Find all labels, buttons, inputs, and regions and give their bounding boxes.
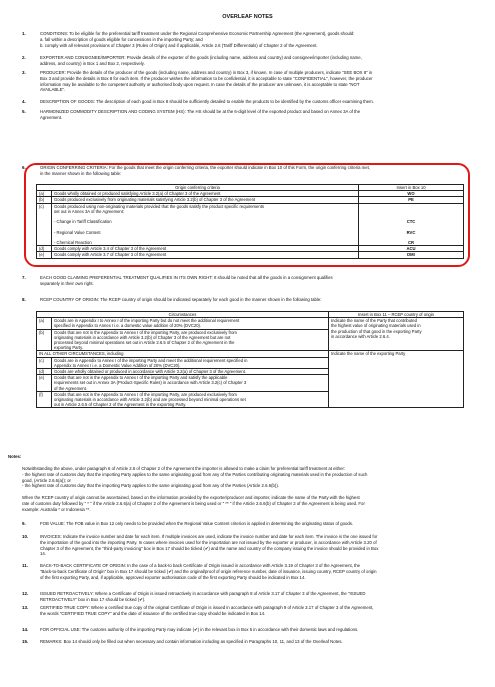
note-text-line: separately in their own right. bbox=[40, 280, 94, 286]
note-number: 2. bbox=[22, 55, 26, 60]
note-text-line: HARMONIZED COMMODITY DESCRIPTION AND CODING SYSTEM (HS): The HS should be at the 6-digit level of the exported product and based on Annex 3A of the bbox=[40, 109, 361, 114]
note-text-line: a. fall within a description of goods eligible for concessions in the importing Party; and bbox=[40, 36, 203, 42]
origin-criteria-header: Origin conferring criteria bbox=[37, 185, 359, 191]
note-text-line: in the manner shown in the following table: bbox=[40, 170, 122, 176]
circumstance-cell bbox=[52, 318, 329, 329]
criteria-line: Goods produced exclusively from originating materials satisfying Article 3.2(b) of Chapter 3 of the Agreement bbox=[54, 197, 256, 203]
note-number: 12. bbox=[22, 591, 29, 596]
box11-line: the highest value of originating materials used in bbox=[331, 323, 421, 329]
box11-cell bbox=[329, 351, 464, 408]
note-number: 7. bbox=[22, 275, 26, 280]
table-row bbox=[37, 252, 464, 258]
note-text-line: the words "CERTIFIED TRUE COPY" and the date of issuance of the certified true copy should be indicated in Box 14. bbox=[40, 610, 266, 616]
note-text-line: AVAILABLE". bbox=[40, 87, 66, 93]
note-text-line: FOB VALUE: The FOB value in Box 12 only needs to be provided when the Regional Value Content criterion is applied in determining the originating status of goods. bbox=[40, 521, 354, 526]
circumstance-line: requirements set out in Annex 3A (Product-Specific Rules) in accordance with Article 3.2(c) of Chapter 3 bbox=[54, 380, 247, 386]
note-text-line: CERTIFIED TRUE COPY: Where a certified true copy of the original Certificate of Origin is issued in accordance with paragraph 9 of Article 3.17 of Chapter 3 of the Agreement, bbox=[40, 605, 374, 610]
note-text-line: ORIGIN CONFERRING CRITERIA: For the goods that meet the origin conferring criteria, the exporter should indicate in Box 10 of this Form, the origin conferring criteria met, bbox=[40, 165, 371, 170]
box10-code: CR bbox=[407, 239, 415, 245]
note-text-line: REMARKS: Box 14 should only be filled out when necessary and contain information including as specified in Paragraphs 10, 11, and 13 of the Overleaf Notes. bbox=[40, 639, 343, 644]
box11-line: Indicate the name of the Party that contributed bbox=[331, 318, 417, 324]
circumstance-line: Goods are in Appendix to Annex I of the importing Party and meet the additional requirement specified in bbox=[54, 357, 248, 363]
circumstance-line: Appendix to Annex I i.e. a Domestic Value Addition of 20% (DVC20). bbox=[54, 362, 181, 368]
row-label: (a) bbox=[37, 191, 52, 197]
circumstance-line: originating materials in accordance with Article 3.2(b) and are processed beyond minimal operations set bbox=[54, 397, 246, 403]
circumstance-cell bbox=[52, 357, 329, 368]
note-text-line: Box 3 and provide the details in Box 8 for each item. If the producer wishes the information to be confidential, it is acceptable to state "CONFIDENTIAL", however, the producer bbox=[40, 75, 373, 81]
box11-cell bbox=[329, 318, 464, 351]
circumstance-cell bbox=[52, 391, 329, 408]
note-text-line: RCEP COUNTRY OF ORIGIN: The RCEP country of origin should be indicated separately for each good in the manner shown in the following table: bbox=[40, 297, 322, 302]
box10-code: DMI bbox=[407, 252, 415, 258]
circumstance-line: specified in Appendix to Annex I i.e. a domestic value addition of 20% (DVC20). bbox=[54, 323, 202, 329]
circumstance-cell bbox=[52, 329, 329, 351]
row-label: (e) bbox=[37, 375, 52, 392]
origin-criteria-table bbox=[36, 184, 464, 259]
note-number: 13. bbox=[22, 605, 29, 610]
note-number: 6. bbox=[22, 165, 26, 170]
criteria-line: - Regional Value Content bbox=[54, 229, 101, 235]
criteria-cell bbox=[52, 203, 359, 246]
box10-code-cell bbox=[359, 203, 464, 246]
note-number: 15. bbox=[22, 639, 29, 644]
criteria-line: - Change in Tariff Classification bbox=[54, 219, 112, 225]
notes-body-line: example: Australia * or Indonesia **. bbox=[22, 506, 91, 512]
group-heading: IN ALL OTHER CIRCUMSTANCES, including bbox=[37, 351, 329, 357]
row-label: (d) bbox=[37, 246, 52, 252]
table-row bbox=[37, 318, 464, 329]
notes-body-line: - the highest rate of customs duty that the importing Party applies to the same originating good from any of the Parties contributing originating materials used in the production of such bbox=[22, 471, 368, 477]
note-text-line: address, and country) in Box 1 and Box 2, respectively. bbox=[40, 60, 145, 66]
box10-header: Insert in Box 10 bbox=[359, 185, 464, 191]
criteria-line: - Chemical Reaction bbox=[54, 239, 92, 245]
criteria-line: Goods produced using non-originating materials provided that the goods satisfy the product specific requirements bbox=[54, 203, 264, 209]
note-text-line: INVOICES: Indicate the invoice number and date for each item. If multiple invoices are used, indicate the invoice number and date for each item. The invoice is the one issued for bbox=[40, 534, 378, 539]
box10-code: RVC bbox=[406, 229, 416, 235]
box11-line: in accordance with Article 2.6.4. bbox=[331, 333, 390, 339]
criteria-cell bbox=[52, 252, 359, 258]
note-text-line: Agreement. bbox=[40, 114, 63, 120]
circumstance-line: of the Agreement. bbox=[54, 385, 88, 391]
criteria-line: Goods comply with Article 3.7 of Chapter 3 of the Agreement bbox=[54, 252, 167, 258]
note-text-line: the importation of the good into the importing Party. In cases where invoices used for the importation are not issued by the exporter or producer, in accordance with Article 3.20 of bbox=[40, 539, 377, 545]
circumstance-line: originating materials in accordance with Article 3.2(b) of Chapter 3 of the Agreement but are not bbox=[54, 334, 231, 340]
note-text-line: b. comply with all relevant provisions of Chapter 3 (Rules of Origin) and if applicable, Article 2.6 (Tariff Differentials) of Chapter 2 of the Agreement. bbox=[40, 42, 318, 48]
row-label: (e) bbox=[37, 252, 52, 258]
note-text-line: ISSUED RETROACTIVELY: Where a Certificate of Origin is issued retroactively in accordance with paragraph 8 of Article 3.17 of Chapter 3 of the Agreement, the "ISSUED bbox=[40, 591, 366, 596]
note-text-line: FOR OFFICIAL USE: The customs authority of the importing Party may indicate (✔) in the relevant box in Box 5 in accordance with their domestic laws and regulations. bbox=[40, 627, 359, 632]
row-label: (a) bbox=[37, 318, 52, 329]
box11-line: the production of that good in the exporting Party bbox=[331, 328, 422, 334]
note-number: 3. bbox=[22, 70, 26, 75]
note-text-line: PRODUCER: Provide the details of the producer of the goods (including name, address and country) in Box 3, if known. In case of multiple producers, indicate "SEE BOX 8" in bbox=[40, 70, 373, 75]
note-text-line: "Back-to-back Certificate of Origin" box in Box 17 should be ticked (✔) and the original/proof of origin reference number, date of issuance, issuing country, RCEP country of origin bbox=[40, 568, 377, 574]
note-number: 4. bbox=[22, 99, 26, 104]
table-row bbox=[37, 203, 464, 246]
notes-label: Notes: bbox=[8, 454, 22, 459]
note-text-line: RETROACTIVELY" box in Box 17 should be ticked (✔). bbox=[40, 596, 146, 602]
note-text-line: 14. bbox=[40, 551, 46, 557]
notes-body-line: good, (Article 2.6.6(a)); or bbox=[22, 477, 71, 483]
notes-body-line: - the highest rate of customs duty that the importing Party applies to the same originating good from any of the Parties (Article 2.6.6(b)). bbox=[22, 483, 279, 489]
circumstance-line: out in Article 2.6.5 of Chapter 2 of the Agreement in the exporting Party. bbox=[54, 402, 187, 408]
rcep-country-table bbox=[36, 311, 464, 408]
box10-code: WO bbox=[407, 191, 415, 197]
note-text-line: EACH GOOD CLAIMING PREFERENTIAL TREATMENT QUALIFIES IN ITS OWN RIGHT: It should be noted that all the goods in a consignment qualifies bbox=[40, 275, 333, 280]
note-text-line: CONDITIONS: To be eligible for the preferential tariff treatment under the Regional Comprehensive Economic Partnership Agreement (the Agreement), goods should: bbox=[40, 31, 355, 36]
page-title: OVERLEAF NOTES bbox=[222, 14, 273, 20]
note-number: 14. bbox=[22, 627, 29, 632]
notes-body-line: Notwithstanding the above, under paragraph 6 of Article 2.6 of Chapter 2 of the Agreement the importer is allowed to make a claim for preferential tariff treatment at either: bbox=[22, 466, 346, 471]
box10-code: ACU bbox=[406, 246, 416, 252]
notes-body-line: When the RCEP country of origin cannot be ascertained, based on the information provided by the exporter/producer and importer, indicate the name of the Party with the highest bbox=[22, 495, 360, 500]
circumstance-line: Goods that are not in the Appendix to Annex I of the importing Party and satisfy the applicable bbox=[54, 375, 228, 381]
note-text-line: Chapter 3 of the Agreement, the "third-party invoicing" box in Box 17 should be ticked (✔) and the name and country of the company issuing the invoice should be provided in Box bbox=[40, 545, 379, 551]
criteria-line: Goods comply with Article 3.4 of Chapter 3 of the Agreement bbox=[54, 246, 167, 252]
box10-code: CTC bbox=[406, 219, 416, 225]
row-label: (b) bbox=[37, 329, 52, 351]
circumstance-line: Goods that are not in the Appendix to Annex I of the importing Party, are produced exclusively from bbox=[54, 329, 237, 335]
note-number: 11. bbox=[22, 563, 29, 568]
box11-header: Insert in Box 11 – RCEP country of origin bbox=[329, 312, 464, 318]
row-label: (c) bbox=[37, 203, 52, 246]
box11-line: Indicate the name of the exporting Party bbox=[331, 351, 406, 357]
row-label: (f) bbox=[37, 391, 52, 408]
circumstance-cell bbox=[52, 375, 329, 392]
circumstance-line: Goods are in Appendix I to Annex I of the importing Party but do not meet the additional requirement bbox=[54, 318, 240, 324]
note-text-line: DESCRIPTION OF GOODS: The description of each good in Box 8 should be sufficiently detailed to enable the products to be identified by the customs officer examining them. bbox=[40, 99, 374, 104]
circumstance-line: processed beyond minimal operations set out in Article 2.6.5 of Chapter 2 of the Agreement in the bbox=[54, 340, 235, 346]
note-number: 1. bbox=[22, 31, 26, 36]
notes-body-line: rate of customs duty followed by " * " if the Article 2.6.6(a) of Chapter 2 of the Agreement is being used or " ** " if the Article 2.6.6(b) of Chapter 2 of the Agreement is being used. For bbox=[22, 500, 365, 506]
circumstance-line: exporting Party. bbox=[54, 345, 84, 351]
row-label: (c) bbox=[37, 357, 52, 368]
note-text-line: BACK-TO-BACK CERTIFICATE OF ORIGIN: In the case of a back-to back Certificate of Origin issued in accordance with Article 3.19 of Chapter 3 of the Agreement, the bbox=[40, 563, 361, 568]
circumstances-header: Circumstances bbox=[37, 312, 329, 318]
criteria-line: set out in Annex 3A of the Agreement: bbox=[54, 208, 125, 214]
note-number: 5. bbox=[22, 109, 26, 114]
box10-code: PE bbox=[408, 197, 414, 203]
note-number: 8. bbox=[22, 297, 26, 302]
note-text-line: EXPORTER AND CONSIGNEE/IMPORTER: Provide details of the exporter of the goods (including name, address and country) and consignee/importer (including name, bbox=[40, 55, 362, 60]
circumstance-line: Goods that are not in the Appendix to Annex I of the importing Party, are produced exclusively from bbox=[54, 391, 237, 397]
note-text-line: information may be available to the competent authority or authorised body upon request. In case the details of the producer are unknown, it is acceptable to state "NOT bbox=[40, 81, 360, 87]
row-label: (b) bbox=[37, 197, 52, 203]
box10-code-cell bbox=[359, 252, 464, 258]
note-number: 9. bbox=[22, 521, 26, 526]
note-number: 10. bbox=[22, 534, 29, 539]
row-label: (d) bbox=[37, 369, 52, 375]
criteria-line: Goods wholly obtained or produced satisfying Article 3.2(a) of Chapter 3 of the Agreement bbox=[54, 191, 221, 197]
note-text-line: of the first exporting Party, and, if applicable, approved exporter authorisation code of the first exporting Party should be indicated in Box 14. bbox=[40, 574, 306, 580]
circumstance-line: Goods are wholly obtained or produced in accordance with Article 3.2(a) of Chapter 3 of the Agreement. bbox=[54, 369, 247, 375]
